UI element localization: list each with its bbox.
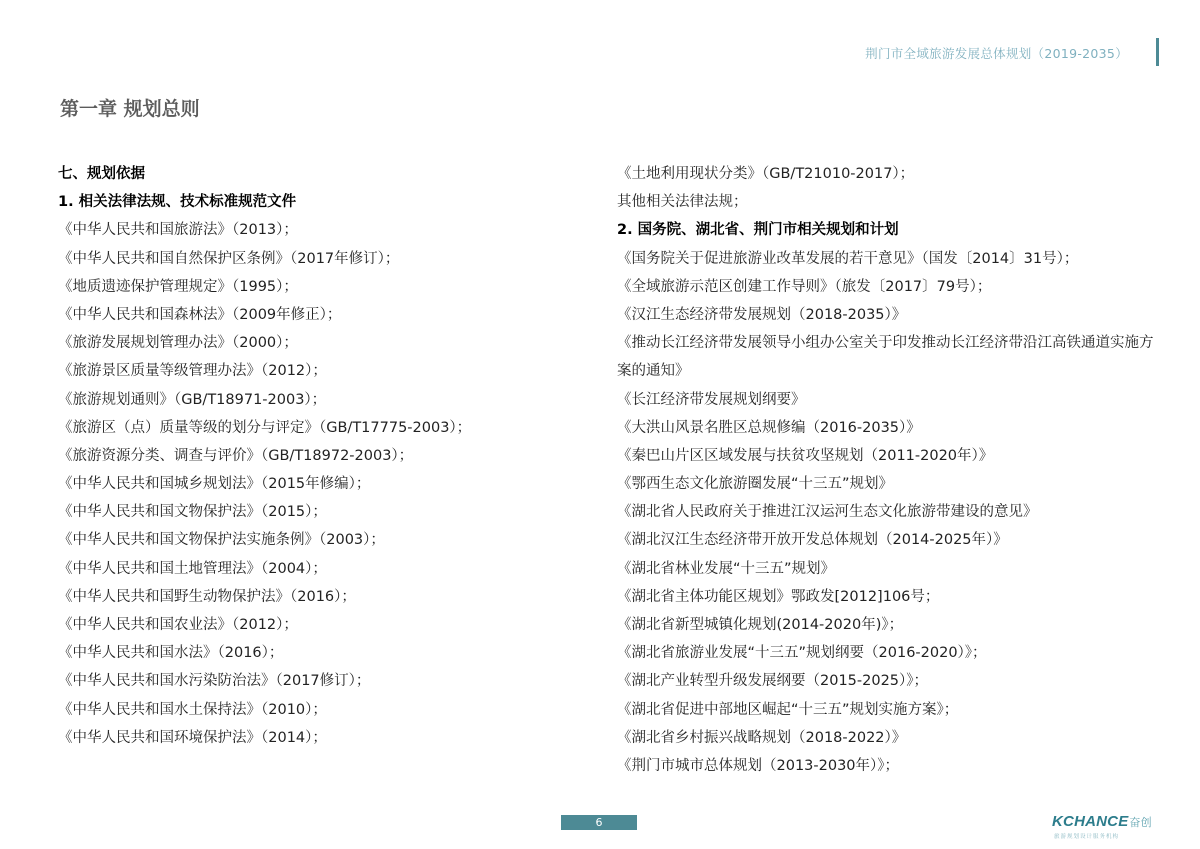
reference-item: 《旅游区（点）质量等级的划分与评定》（GB/T17775-2003）； [58, 419, 472, 436]
reference-item: 《土地利用现状分类》（GB/T21010-2017）； [617, 166, 915, 182]
logo-chinese: 奋创 [1129, 817, 1152, 829]
reference-item: 《中华人民共和国水土保持法》（2010）； [58, 701, 327, 718]
reference-item: 《秦巴山片区区域发展与扶贫攻坚规划（2011-2020年）》 [617, 447, 994, 464]
reference-item: 《旅游资源分类、调查与评价》（GB/T18972-2003）； [58, 447, 414, 464]
reference-item: 《湖北省促进中部地区崛起“十三五”规划实施方案》； [617, 701, 959, 718]
right-column [617, 160, 1200, 780]
chapter-title: 第一章 规划总则 [60, 98, 200, 120]
reference-item: 《湖北省林业发展“十三五”规划》 [617, 560, 836, 577]
reference-item: 《国务院关于促进旅游业改革发展的若干意见》（国发〔2014〕31号）； [617, 250, 1079, 267]
reference-item: 《中华人民共和国水法》（2016）； [58, 645, 284, 662]
reference-item: 《鄂西生态文化旅游圈发展“十三五”规划》 [617, 476, 894, 493]
header-divider [1156, 38, 1159, 66]
reference-item: 《汉江生态经济带发展规划（2018-2035）》 [617, 306, 907, 323]
section-heading: 1. 相关法律法规、技术标准规范文件 [58, 194, 297, 211]
section-heading: 2. 国务院、湖北省、荆门市相关规划和计划 [617, 222, 899, 239]
reference-item: 《全域旅游示范区创建工作导则》（旅发〔2017〕79号）； [617, 278, 992, 295]
reference-item: 《中华人民共和国水污染防治法》（2017修订）； [58, 673, 371, 690]
page-number: 6 [561, 815, 637, 830]
reference-item: 《地质遗迹保护管理规定》（1995）； [58, 278, 298, 295]
reference-item: 《长江经济带发展规划纲要》 [617, 391, 806, 408]
reference-item: 《中华人民共和国文物保护法》（2015）； [58, 504, 327, 521]
logo-tagline: 旅游规划设计服务机构 [1054, 834, 1120, 840]
reference-item: 《中华人民共和国土地管理法》（2004）； [58, 560, 327, 577]
reference-item: 《大洪山风景名胜区总规修编（2016-2035）》 [617, 419, 921, 436]
reference-item: 《推动长江经济带发展领导小组办公室关于印发推动长江经济带沿江高铁通道实施方 [617, 335, 1154, 352]
reference-item: 《湖北汉江生态经济带开放开发总体规划（2014-2025年）》 [617, 532, 1008, 549]
reference-item: 《中华人民共和国旅游法》（2013）； [58, 222, 298, 239]
document-title: 荆门市全域旅游发展总体规划（2019-2035） [865, 46, 1128, 61]
reference-item: 《中华人民共和国野生动物保护法》（2016）； [58, 588, 356, 605]
section-heading: 七、规划依据 [58, 166, 145, 182]
reference-item: 其他相关法律法规； [617, 194, 748, 211]
brand-logo [1052, 813, 1172, 843]
reference-item: 《旅游发展规划管理办法》（2000）； [58, 335, 298, 352]
logo-text: KCHANCE [1052, 813, 1129, 830]
reference-item: 《湖北省新型城镇化规划(2014-2020年)》； [617, 617, 904, 633]
reference-item: 《旅游规划通则》（GB/T18971-2003）； [58, 391, 327, 408]
reference-item: 《湖北产业转型升级发展纲要（2015-2025）》； [617, 673, 929, 690]
reference-item: 《湖北省乡村振兴战略规划（2018-2022）》 [617, 729, 907, 746]
logo-wordmark [1052, 813, 1152, 830]
reference-item: 《中华人民共和国环境保护法》（2014）； [58, 729, 327, 746]
reference-item: 《湖北省主体功能区规划》鄂政发[2012]106号； [617, 588, 940, 605]
reference-item: 案的通知》 [617, 363, 690, 380]
left-column [58, 160, 598, 752]
reference-item: 《湖北省人民政府关于推进江汉运河生态文化旅游带建设的意见》 [617, 504, 1038, 521]
reference-item: 《荆门市城市总体规划（2013-2030年）》； [617, 757, 900, 774]
reference-item: 《中华人民共和国农业法》（2012）； [58, 617, 298, 633]
reference-item: 《旅游景区质量等级管理办法》（2012）； [58, 363, 327, 380]
reference-item: 《中华人民共和国文物保护法实施条例》（2003）； [58, 532, 385, 549]
reference-item: 《中华人民共和国森林法》（2009年修正）； [58, 306, 342, 323]
reference-item: 《中华人民共和国城乡规划法》（2015年修编）； [58, 476, 371, 493]
reference-item: 《湖北省旅游业发展“十三五”规划纲要（2016-2020）》； [617, 645, 987, 662]
reference-item: 《中华人民共和国自然保护区条例》（2017年修订）； [58, 250, 400, 267]
